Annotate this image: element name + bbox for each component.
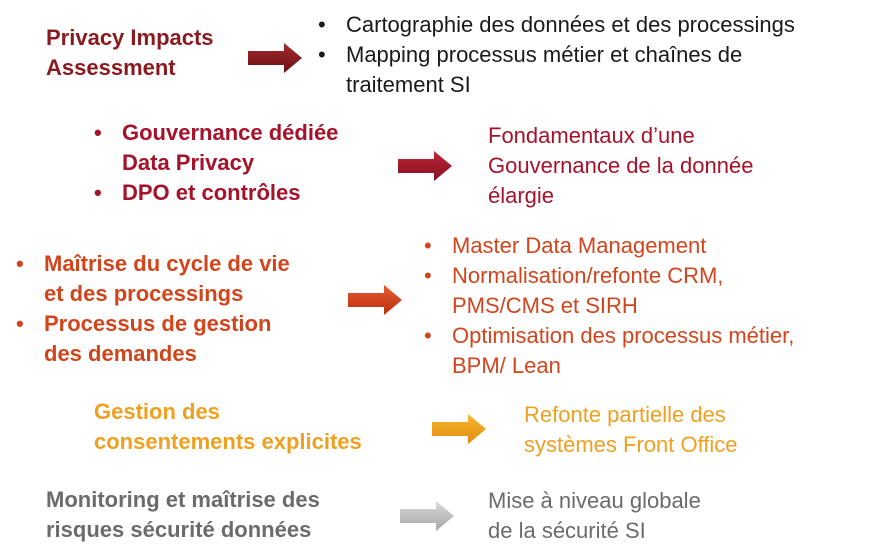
list-item-line: traitement SI <box>346 72 471 97</box>
arrow-icon <box>398 150 454 182</box>
left-line: risques sécurité données <box>46 517 312 542</box>
list-item <box>422 261 794 321</box>
right-list-privacy-impacts <box>316 10 795 100</box>
right-line: élargie <box>488 183 555 208</box>
arrow-icon <box>400 500 456 532</box>
left-line: Assessment <box>46 55 176 80</box>
list-item-line: et des processings <box>44 281 244 306</box>
arrow-icon <box>432 413 488 445</box>
list-item <box>316 10 795 40</box>
right-line: de la sécurité SI <box>488 518 646 543</box>
left-line: Privacy Impacts <box>46 25 214 50</box>
list-item <box>14 309 290 369</box>
list-item <box>92 178 338 208</box>
left-text-monitoring <box>46 485 320 545</box>
list-item-line: • Gouvernance dédiée <box>122 120 339 145</box>
list-item-line: BPM/ Lean <box>452 353 561 378</box>
list-item <box>92 118 338 178</box>
list-item <box>14 249 290 309</box>
left-line: Monitoring et maîtrise des <box>46 487 320 512</box>
list-item-line: des demandes <box>44 341 197 366</box>
right-line: Refonte partielle des <box>524 402 726 427</box>
left-line: consentements explicites <box>94 429 362 454</box>
arrow-icon <box>248 42 304 74</box>
list-item-line: Data Privacy <box>122 150 255 175</box>
list-item-line: • Mapping processus métier et chaînes de <box>346 42 743 67</box>
list-item-line: • Maîtrise du cycle de vie <box>44 251 290 276</box>
right-line: Gouvernance de la donnée <box>488 153 754 178</box>
list-item <box>316 40 795 100</box>
left-list-gouvernance <box>92 118 338 208</box>
left-text-privacy-impacts <box>46 23 214 83</box>
right-line: systèmes Front Office <box>524 432 738 457</box>
list-item-line: PMS/CMS et SIRH <box>452 293 638 318</box>
right-text-monitoring <box>488 486 701 546</box>
list-item-line: • Processus de gestion <box>44 311 272 336</box>
right-text-gouvernance <box>488 121 753 211</box>
list-item <box>422 321 794 381</box>
left-list-cycle-de-vie <box>14 249 290 369</box>
left-line: Gestion des <box>94 399 220 424</box>
right-list-cycle-de-vie <box>422 231 794 381</box>
arrow-icon <box>348 284 404 316</box>
list-item-line: • Normalisation/refonte CRM, <box>452 263 724 288</box>
list-item-line: • Optimisation des processus métier, <box>452 323 795 348</box>
right-line: Fondamentaux d’une <box>488 123 695 148</box>
list-item-line: • Master Data Management <box>452 233 707 258</box>
list-item <box>422 231 794 261</box>
left-text-consentements <box>94 397 362 457</box>
list-item-line: • DPO et contrôles <box>122 180 301 205</box>
right-text-consentements <box>524 400 738 460</box>
list-item-line: • Cartographie des données et des processings <box>346 12 795 37</box>
right-line: Mise à niveau globale <box>488 488 701 513</box>
